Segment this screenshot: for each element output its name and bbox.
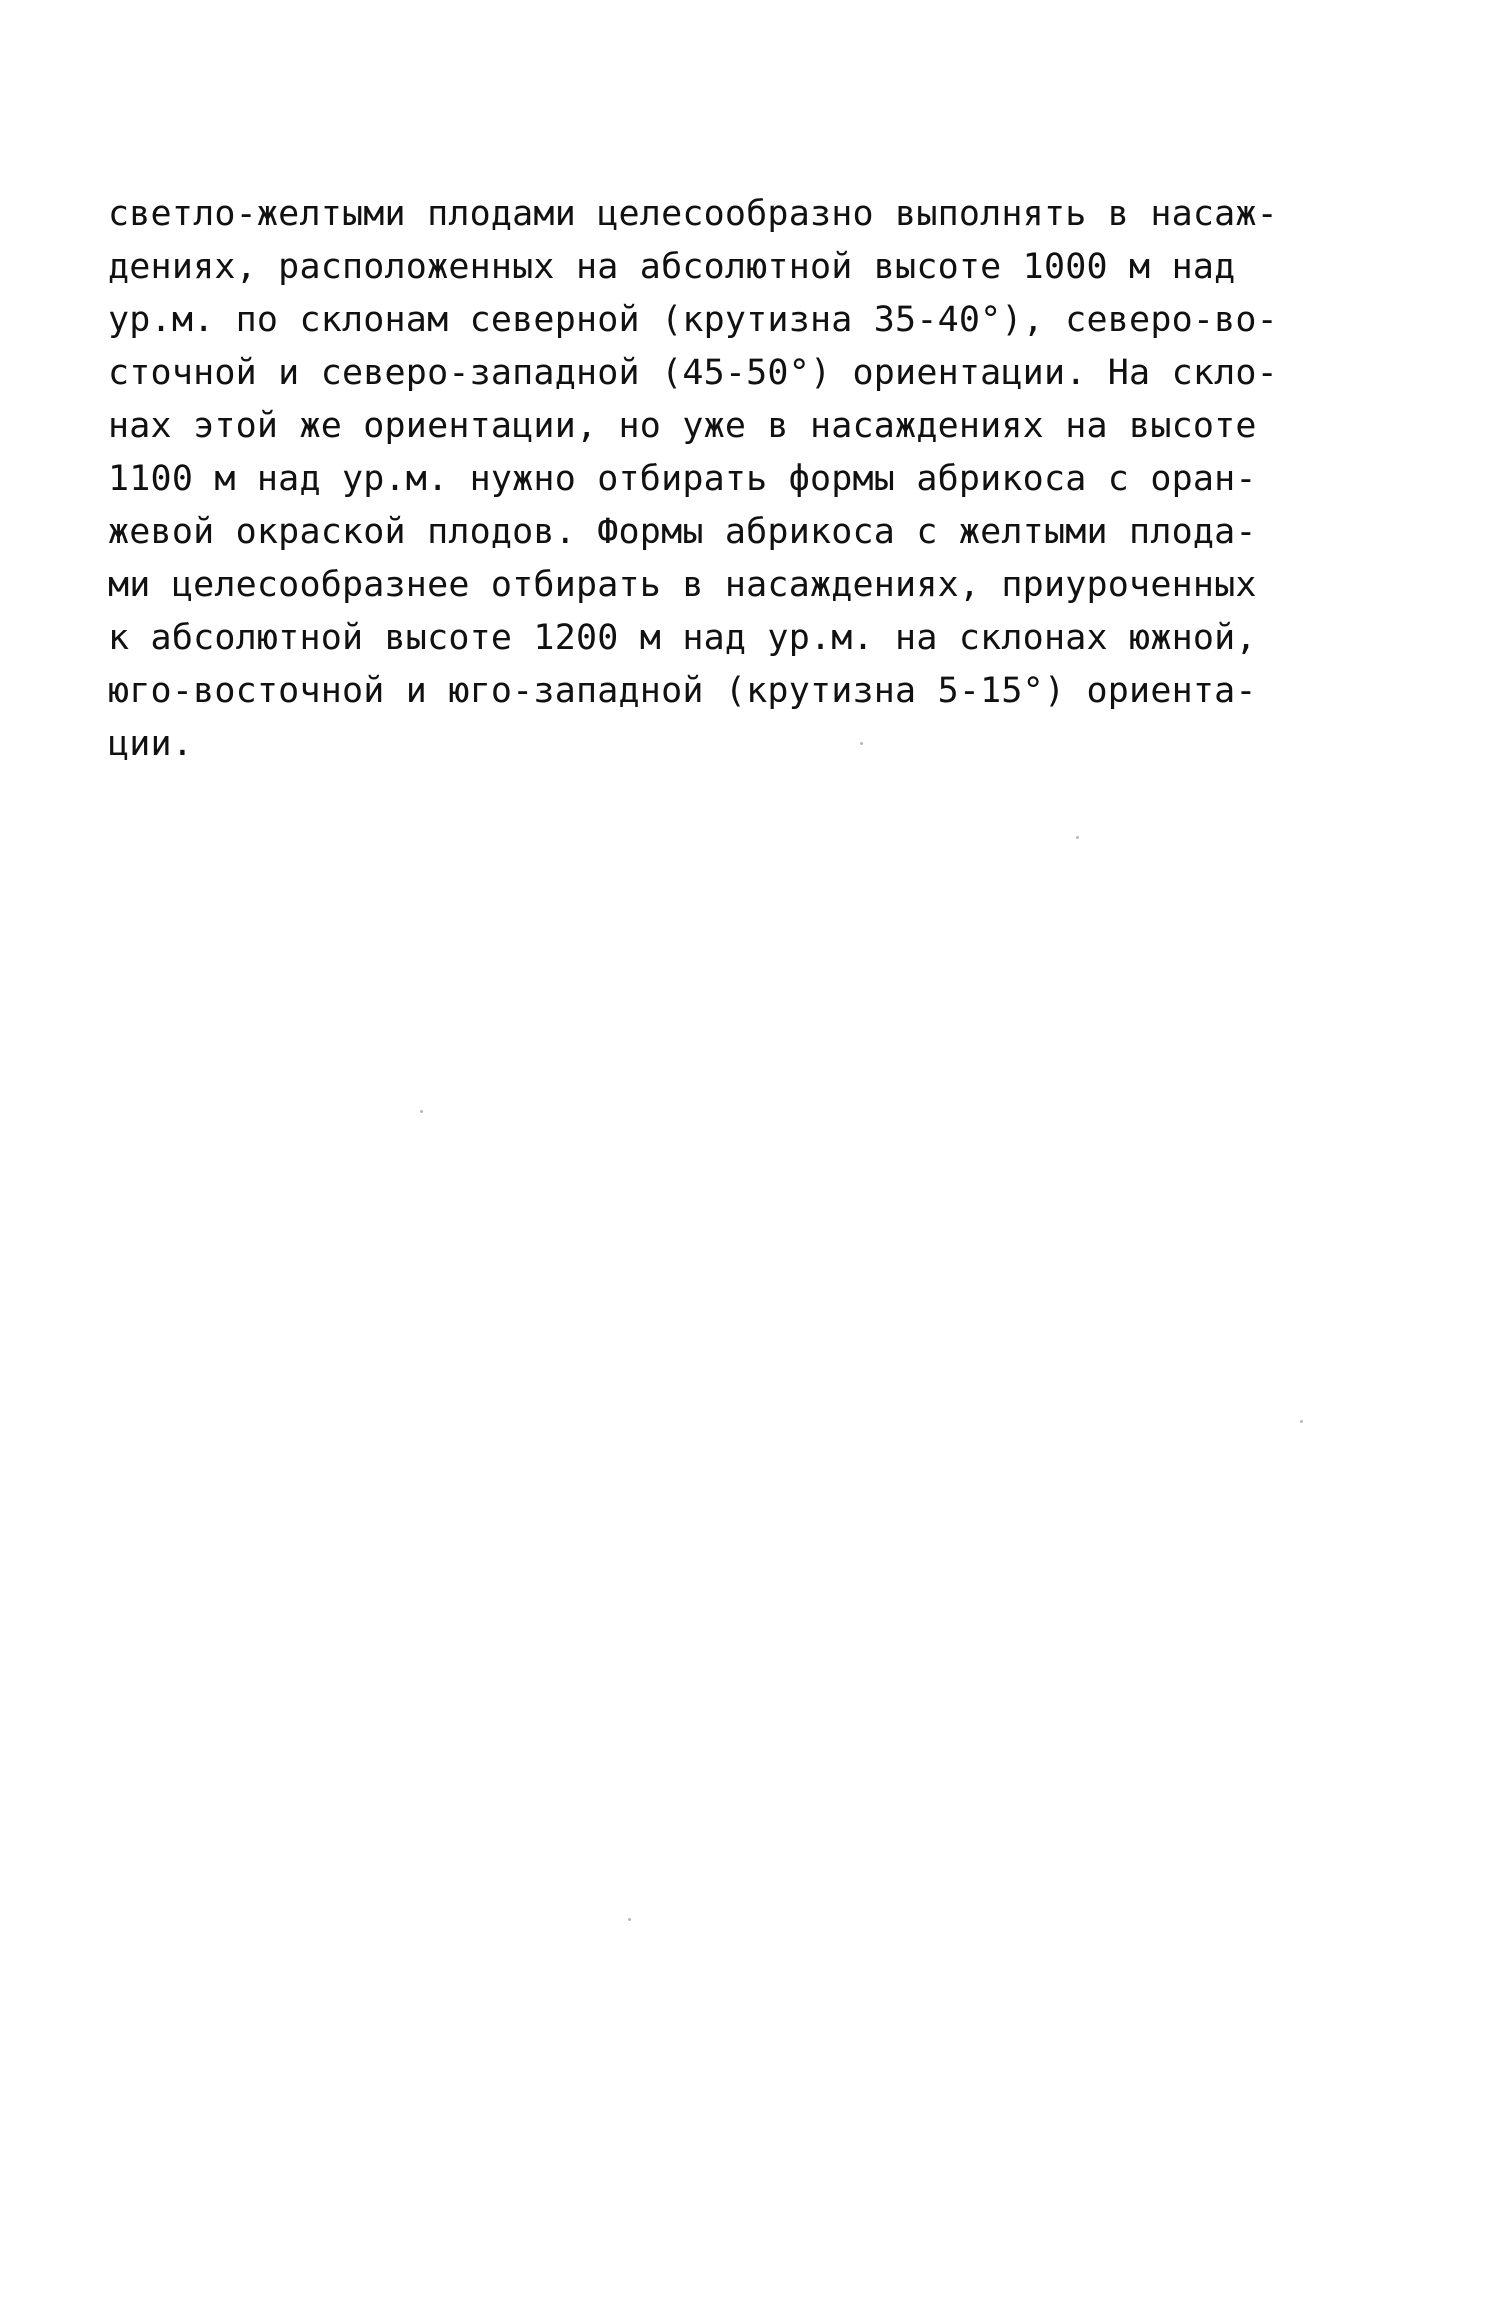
scan-speck [1300,1420,1303,1423]
scan-speck [628,1918,631,1921]
scan-speck [860,742,863,745]
text-line: дениях, расположенных на абсолютной высоте 1000 м над [108,247,1236,287]
text-line: 1100 м над ур.м. нужно отбирать формы абрикоса с оран- [108,459,1257,499]
text-line: ми целесообразнее отбирать в насаждениях, приуроченных [108,565,1257,605]
text-line: нах этой же ориентации, но уже в насаждениях на высоте [108,406,1257,446]
text-line: светло-желтыми плодами целесообразно выполнять в насаж- [108,194,1278,234]
scan-speck [1076,836,1079,839]
text-line: к абсолютной высоте 1200 м над ур.м. на склонах южной, [108,618,1257,658]
text-line: ции. [108,724,194,764]
text-line: ур.м. по склонам северной (крутизна 35-40°), северо-во- [108,300,1278,340]
text-line: сточной и северо-западной (45-50°) ориентации. На скло- [108,353,1278,393]
text-line: жевой окраской плодов. Формы абрикоса с желтыми плода- [108,512,1257,552]
scan-speck [420,1110,423,1113]
text-line: юго-восточной и юго-западной (крутизна 5-15°) ориента- [108,671,1257,711]
body-text [108,188,1408,771]
